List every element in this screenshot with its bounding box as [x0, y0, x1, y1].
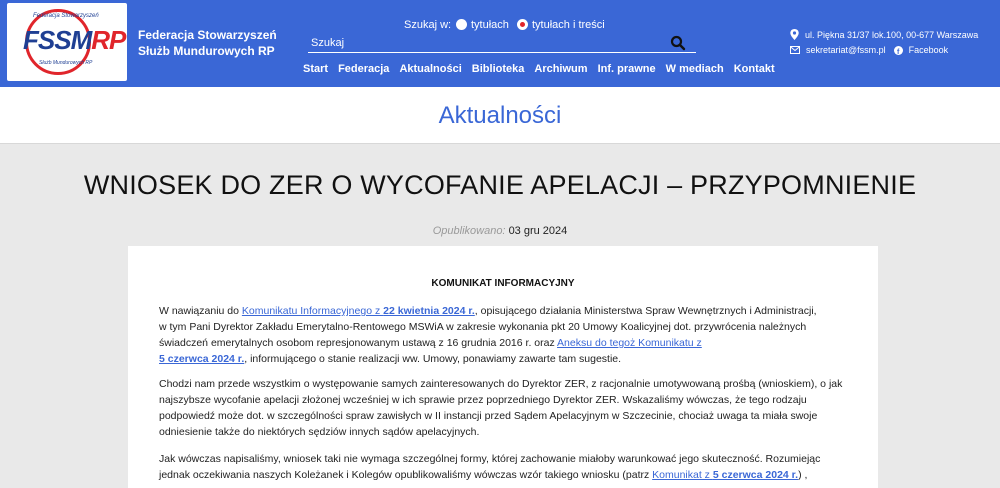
org-name[interactable]: Federacja Stowarzyszeń Służb Mundurowych RP: [138, 28, 277, 58]
logo-top-text: Federacja Stowarzyszeń: [33, 13, 99, 19]
contact-email-link[interactable]: sekretariat@fssm.pl: [806, 45, 886, 55]
nav-item-kontakt[interactable]: Kontakt: [733, 63, 775, 75]
radio-titles-content[interactable]: [517, 19, 528, 30]
article-title: WNIOSEK DO ZER O WYCOFANIE APELACJI – PRZYPOMNIENIE: [83, 170, 917, 200]
content-heading: KOMUNIKAT INFORMACYJNY: [431, 278, 575, 289]
svg-text:f: f: [896, 48, 899, 55]
logo-main-text: FSSMRP: [23, 25, 126, 55]
article-content: [128, 246, 878, 488]
radio-titles[interactable]: [456, 19, 467, 30]
link-komunikat-5-czerwca[interactable]: Komunikat z 5 czerwca 2024 r.: [652, 469, 799, 481]
nav-item-aktualnosci[interactable]: Aktualności: [399, 63, 462, 75]
link-komunikat-22-kwietnia[interactable]: Komunikatu Informacyjnego z 22 kwietnia 2024 r.: [241, 305, 475, 317]
site-logo[interactable]: [7, 3, 127, 81]
search-input[interactable]: [308, 33, 696, 53]
radio-titles-label[interactable]: tytułach: [471, 19, 509, 31]
map-pin-icon: [790, 29, 799, 40]
contact-address: ul. Piękna 31/37 lok.100, 00-677 Warszawa: [790, 29, 978, 40]
main-nav: [303, 63, 785, 75]
nav-item-inf-prawne[interactable]: Inf. prawne: [597, 63, 656, 75]
search-icon[interactable]: [670, 35, 686, 51]
section-title: Aktualności: [438, 102, 562, 129]
published-info: [0, 225, 1000, 237]
contact-links: [790, 45, 948, 55]
nav-item-federacja[interactable]: Federacja: [338, 63, 390, 75]
paragraph-1: W nawiązaniu do Komunikatu Informacyjnego z 22 kwietnia 2024 r., opisującego działania Ministerstwa Spraw Wewnętrznych i Administracji, w tym Pani Dyrektor Zakładu Emerytalno-Rentowego MSWiA w zakresie wykonania pkt 20 Umowy Koalicyjnej dot. przywrócenia należnych świadczeń emerytalnych osobom represjonowanym ustawą z 16 grudnia 2016 r. oraz Aneksu do tegoż Komunikatu z 5 czerwca 2024 r., informującego o stanie realizacji ww. Umowy, ponawiamy zawarte tam sugestie.: [159, 305, 817, 365]
facebook-icon[interactable]: [894, 46, 903, 55]
search-scope-label: Szukaj w:: [404, 19, 452, 31]
link-aneks-komunikatu[interactable]: Aneksu do tegoż Komunikatu z: [557, 337, 702, 349]
facebook-link[interactable]: Facebook: [908, 45, 949, 55]
envelope-icon: [790, 46, 800, 54]
logo-bottom-text: Służb Mundurowych RP: [39, 60, 93, 66]
nav-item-w-mediach[interactable]: W mediach: [665, 63, 724, 75]
nav-item-biblioteka[interactable]: Biblioteka: [471, 63, 525, 75]
published-label: Opublikowano:: [432, 225, 506, 237]
radio-titles-content-label[interactable]: tytułach i treści: [532, 19, 605, 31]
nav-item-archiwum[interactable]: Archiwum: [534, 63, 588, 75]
nav-item-start[interactable]: Start: [303, 63, 329, 75]
published-date: 03 gru 2024: [508, 225, 568, 237]
paragraph-3: Jak wówczas napisaliśmy, wniosek taki nie wymaga szczególnej formy, której zachowanie miałoby warunkować jego skuteczność. Rozumiejąc jednak oczekiwania naszych Koleżanek i Kolegów opublikowaliśmy wówczas wzór takiego wniosku (patrz Komunikat z 5 czerwca 2024 r.) ,: [159, 453, 821, 481]
link-aneks-date[interactable]: 5 czerwca 2024 r.: [159, 353, 245, 365]
paragraph-2: Chodzi nam przede wszystkim o występowanie samych zainteresowanych do Dyrektor ZER, z racjonalnie umotywowaną prośbą (wnioskiem), o jak najszybsze wycofanie apelacji złożonej wcześniej w ich sprawie przez poprzedniego Dyrektor ZER. Wskazaliśmy wówczas, że tego rodzaju podpowiedź może dot. w szczególności spraw zawisłych w II instancji przed Sądem Apelacyjnym w Szczecinie, chociaż uwaga ta miała swoje odniesienie także do niektórych sędziów innych sądów apelacyjnych.: [159, 378, 843, 438]
site-header: [0, 0, 1000, 87]
